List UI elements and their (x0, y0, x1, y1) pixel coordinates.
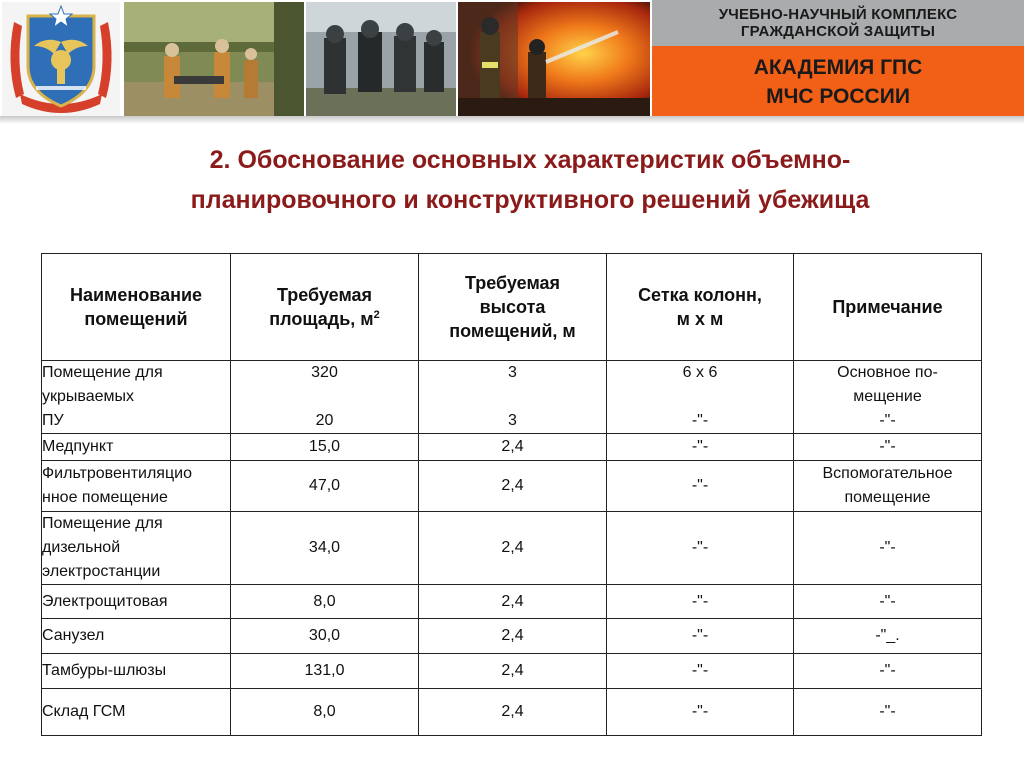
height-cell: 2,4 (419, 512, 607, 585)
firefighters-fire-photo (458, 2, 650, 116)
header-banner (0, 0, 1024, 120)
cell-text: укрываемых (42, 388, 135, 405)
academy-emblem-logo (2, 2, 120, 118)
height-cell (419, 361, 607, 434)
header-divider (0, 116, 1024, 124)
height-cell: 2,4 (419, 654, 607, 689)
table-row (42, 585, 982, 619)
academy-name-box (652, 46, 1024, 118)
cell-text: -"- (691, 412, 709, 429)
cell-text: 320 (311, 364, 338, 381)
header-text: помещений, м (449, 321, 576, 341)
superscript: 2 (373, 309, 380, 321)
height-cell: 2,4 (419, 585, 607, 619)
room-name-cell: Медпункт (42, 434, 231, 461)
room-name-cell (42, 361, 231, 434)
room-name-cell (42, 512, 231, 585)
cell-text: дизельной (42, 539, 121, 556)
column-header-column-grid (607, 254, 794, 361)
area-cell: 8,0 (231, 689, 419, 736)
table-row (42, 689, 982, 736)
cell-text: помещение (844, 489, 931, 506)
area-cell: 34,0 (231, 512, 419, 585)
table-row (42, 461, 982, 512)
grid-cell: -"- (607, 619, 794, 654)
academy-name-line-1: АКАДЕМИЯ ГПС (753, 56, 923, 79)
cell-text: ПУ (42, 412, 64, 429)
height-cell: 2,4 (419, 434, 607, 461)
table-row (42, 434, 982, 461)
cell-text: электростанции (42, 563, 161, 580)
height-cell: 2,4 (419, 689, 607, 736)
cell-text: Основное по- (837, 364, 938, 381)
table-row (42, 654, 982, 689)
cell-text: -"- (879, 412, 896, 429)
slide-title-line-2: планировочного и конструктивного решений убежища (190, 186, 870, 214)
note-cell (794, 361, 982, 434)
note-cell: -"- (794, 512, 982, 585)
table-row (42, 619, 982, 654)
cell-text: 20 (315, 412, 334, 429)
cell-text: нное помещение (42, 489, 168, 506)
area-cell: 47,0 (231, 461, 419, 512)
header-text: Требуемая (276, 285, 373, 305)
table-row (42, 512, 982, 585)
cell-text: 6 х 6 (682, 364, 718, 381)
note-cell: -"- (794, 434, 982, 461)
note-cell: -"_. (794, 619, 982, 654)
column-header-room-name (42, 254, 231, 361)
header-text: Примечание (832, 297, 943, 317)
height-cell: 2,4 (419, 619, 607, 654)
room-name-cell: Электрощитовая (42, 585, 231, 619)
rescuers-carrying-stretcher-photo (124, 2, 304, 116)
header-text: высота (479, 297, 546, 317)
cell-text: Помещение для (42, 364, 163, 381)
header-text: Сетка колонн, (638, 285, 762, 305)
header-text: м х м (676, 309, 724, 329)
note-cell (794, 461, 982, 512)
header-text: Наименование (69, 285, 203, 305)
cell-text: 3 (508, 412, 517, 429)
grid-cell (607, 361, 794, 434)
note-cell: -"- (794, 689, 982, 736)
room-name-cell: Санузел (42, 619, 231, 654)
cell-text: Вспомогательное (822, 465, 953, 482)
cell-text: 3 (508, 364, 517, 381)
note-cell: -"- (794, 585, 982, 619)
column-header-height (419, 254, 607, 361)
column-header-note (794, 254, 982, 361)
area-cell: 131,0 (231, 654, 419, 689)
grid-cell: -"- (607, 689, 794, 736)
complex-name-line-1: УЧЕБНО-НАУЧНЫЙ КОМПЛЕКС (718, 6, 958, 23)
cell-text: Фильтровентиляцио (42, 465, 192, 482)
shelter-rooms-table (41, 253, 982, 736)
header-text (231, 307, 418, 331)
chemical-protection-team-photo (306, 2, 456, 116)
header-text: площадь, м (269, 309, 374, 329)
complex-name-box (652, 0, 1024, 46)
complex-name-line-2: ГРАЖДАНСКОЙ ЗАЩИТЫ (740, 23, 936, 40)
grid-cell: -"- (607, 461, 794, 512)
cell-text: мещение (853, 388, 922, 405)
room-name-cell: Тамбуры-шлюзы (42, 654, 231, 689)
grid-cell: -"- (607, 512, 794, 585)
cell-text: Помещение для (42, 515, 163, 532)
room-name-cell (42, 461, 231, 512)
area-cell: 8,0 (231, 585, 419, 619)
room-name-cell: Склад ГСМ (42, 689, 231, 736)
column-header-area (231, 254, 419, 361)
academy-name-line-2: МЧС РОССИИ (766, 85, 910, 108)
grid-cell: -"- (607, 585, 794, 619)
note-cell: -"- (794, 654, 982, 689)
area-cell: 30,0 (231, 619, 419, 654)
area-cell (231, 361, 419, 434)
header-text: помещений (84, 309, 188, 329)
area-cell: 15,0 (231, 434, 419, 461)
table-header-row (42, 254, 982, 361)
grid-cell: -"- (607, 654, 794, 689)
height-cell: 2,4 (419, 461, 607, 512)
table-row (42, 361, 982, 434)
header-text: Требуемая (464, 273, 561, 293)
slide-title (90, 140, 970, 220)
grid-cell: -"- (607, 434, 794, 461)
slide-title-line-1: 2. Обоснование основных характеристик объемно- (209, 146, 851, 174)
